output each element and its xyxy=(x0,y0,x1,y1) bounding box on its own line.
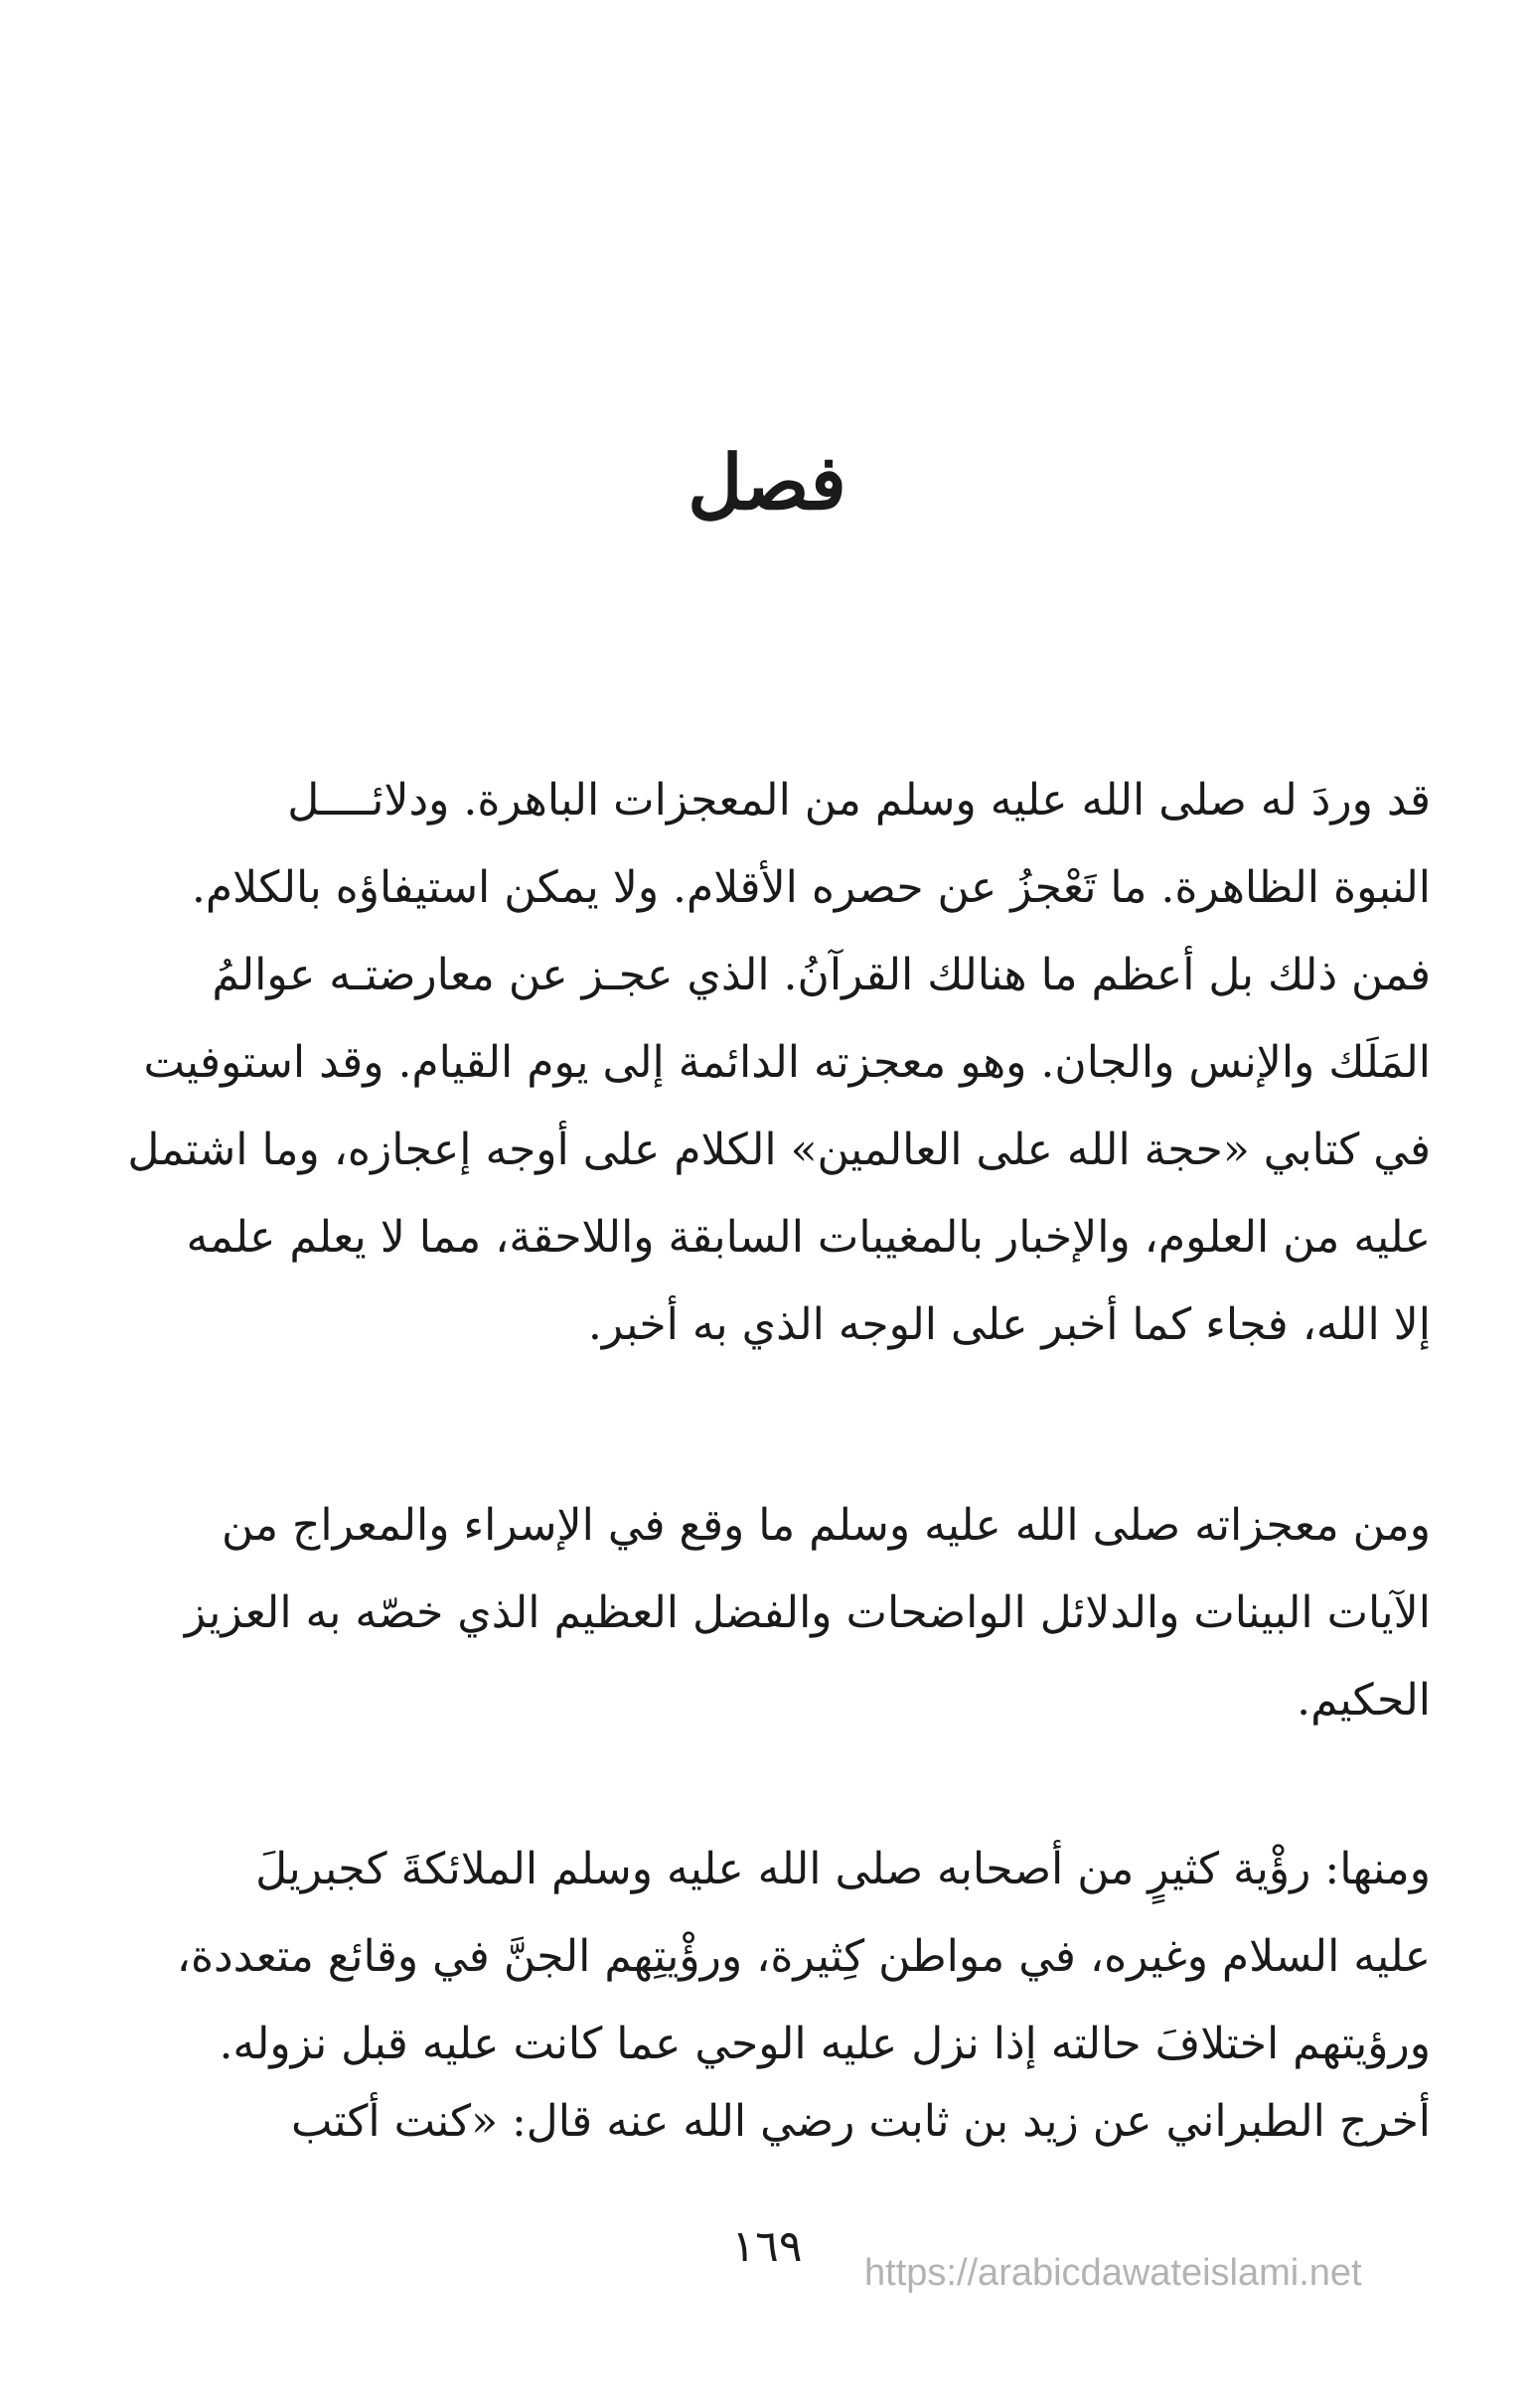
text-line: إلا الله، فجاء كما أخبر على الوجه الذي به أخبر. xyxy=(587,1299,1431,1350)
text-line: في كتابي «حجة الله على العالمين» الكلام على أوجه إعجازه، وما اشتمل xyxy=(127,1125,1431,1175)
text-line: النبوة الظاهرة. ما تَعْجزُ عن حصره الأقلام. ولا يمكن استيفاؤه بالكلام. xyxy=(191,862,1431,913)
page-number: ١٦٩ xyxy=(731,2221,803,2272)
paragraph-1 xyxy=(117,757,1431,1369)
text-line: قد وردَ له صلى الله عليه وسلم من المعجزات الباهرة. ودلائــــل xyxy=(287,775,1431,826)
text-line: عليه السلام وغيره، في مواطن كِثيرة، ورؤْيتِهم الجنَّ في وقائع متعددة، xyxy=(176,1931,1431,1982)
text-line: المَلَك والإنس والجان. وهو معجزته الدائمة إلى يوم القيام. وقد استوفيت xyxy=(143,1037,1431,1088)
text-line: ومن معجزاته صلى الله عليه وسلم ما وقع في الإسراء والمعراج من xyxy=(221,1500,1431,1551)
watermark-url: https://arabicdawateislami.net xyxy=(864,2252,1362,2294)
section-heading: فصل xyxy=(688,438,846,527)
paragraph-2 xyxy=(117,1482,1431,1744)
paragraph-3 xyxy=(117,1826,1431,2088)
text-line: ومنها: رؤْية كثيرٍ من أصحابه صلى الله عليه وسلم الملائكةَ كجبريلَ xyxy=(255,1844,1431,1894)
text-line: فمن ذلك بل أعظم ما هنالك القرآنُ. الذي عجـز عن معارضتـه عوالمُ xyxy=(212,950,1431,1000)
text-line: ورؤيتهم اختلافَ حالته إذا نزل عليه الوحي عما كانت عليه قبل نزوله. xyxy=(219,2019,1431,2069)
text-line: أخرج الطبراني عن زيد بن ثابت رضي الله عنه قال: «كنت أكتب xyxy=(291,2096,1431,2147)
paragraph-4 xyxy=(117,2078,1431,2166)
text-line: الحكيم. xyxy=(1297,1675,1431,1726)
text-line: الآيات البينات والدلائل الواضحات والفضل العظيم الذي خصّه به العزيز xyxy=(184,1587,1431,1638)
text-line: عليه من العلوم، والإخبار بالمغيبات السابقة واللاحقة، مما لا يعلم علمه xyxy=(186,1212,1431,1263)
